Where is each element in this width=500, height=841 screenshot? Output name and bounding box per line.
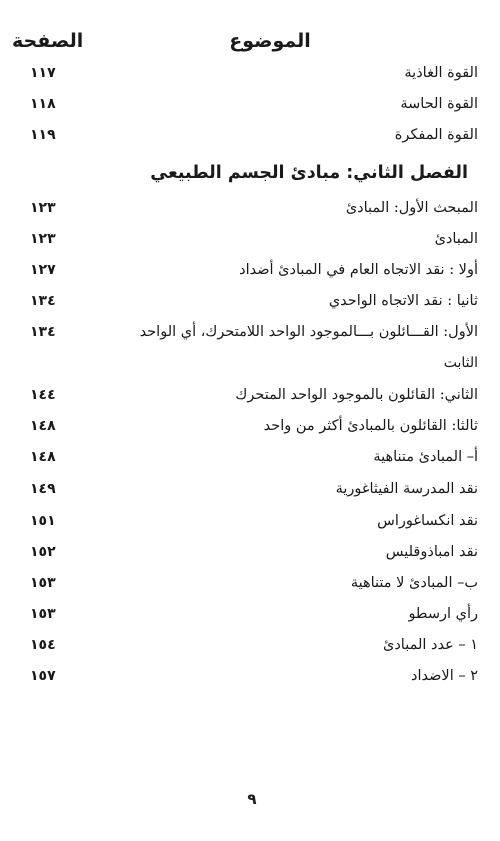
- toc-entry-page: ١٢٣: [30, 200, 56, 216]
- toc-entry: [30, 414, 478, 438]
- toc-entry-title: نقد المدرسة الفيثاغورية: [335, 481, 478, 497]
- toc-entry: [30, 61, 478, 85]
- toc-entry-page: ١٤٨: [30, 418, 56, 434]
- toc-entry-title: نقد امباذوقليس: [385, 544, 478, 560]
- toc-entry-title: ثانيا : نقد الاتجاه الواحدي: [328, 293, 478, 309]
- toc-entry: [30, 383, 478, 407]
- toc-entry-page: ١٤٩: [30, 481, 56, 497]
- toc-entry-page: ١٢٣: [30, 231, 56, 247]
- toc-entry-title: القوة الغاذية: [404, 65, 478, 81]
- page-column-header: الصفحة: [12, 30, 84, 52]
- toc-entry-page: ١٥٣: [30, 575, 56, 591]
- toc-entry-page: ١٥٤: [30, 637, 56, 653]
- toc-entry-title: المبادئ: [434, 231, 478, 247]
- toc-entry: [30, 571, 478, 595]
- toc-entry-title: الأول: القـــائلون بـــالموجود الواحد اللامتحرك، أي الواحد: [139, 324, 478, 340]
- toc-entry-title: ٢ – الاضداد: [411, 668, 478, 684]
- topic-column-header: الموضوع: [229, 30, 311, 52]
- toc-entry-title: نقد انكساغوراس: [377, 513, 478, 529]
- toc-entry-page: ١٢٧: [30, 262, 56, 278]
- toc-entry: [30, 602, 478, 626]
- toc-entry-page: ١٤٤: [30, 387, 56, 403]
- toc-entry-page: ١٥٣: [30, 606, 56, 622]
- toc-entry: [30, 540, 478, 564]
- toc-entry: [30, 227, 478, 251]
- toc-entry: [30, 320, 478, 344]
- toc-entry-page: ١٥١: [30, 513, 56, 529]
- toc-entry: [30, 509, 478, 533]
- toc-entry-continuation: [30, 351, 478, 375]
- toc-entry: [30, 258, 478, 282]
- page-number: ٩: [247, 790, 257, 808]
- toc-entry: [30, 123, 478, 147]
- toc-entry-title: المبحث الأول: المبادئ: [345, 200, 478, 216]
- toc-entry-page: ١٣٤: [30, 293, 56, 309]
- toc-entry: [30, 477, 478, 501]
- toc-entry: [30, 633, 478, 657]
- toc-entry-page: ١١٨: [30, 96, 56, 112]
- toc-entry-title: القوة الحاسة: [400, 96, 478, 112]
- toc-entry-title: أ– المبادئ متناهية: [373, 449, 478, 465]
- toc-entry: [30, 289, 478, 313]
- toc-entry: [30, 664, 478, 688]
- toc-entry-title: القوة المفكرة: [394, 127, 478, 143]
- toc-entry-page: ١١٧: [30, 65, 56, 81]
- toc-entry-title: الثاني: القائلون بالموجود الواحد المتحرك: [235, 387, 478, 403]
- toc-entry-title: أولا : نقد الاتجاه العام في المبادئ أضداد: [239, 262, 478, 278]
- toc-entry-page: ١٣٤: [30, 324, 56, 340]
- toc-entry-title: ثالثا: القائلون بالمبادئ أكثر من واحد: [263, 418, 478, 434]
- toc-entry: [30, 445, 478, 469]
- toc-entry-title: ب– المبادئ لا متناهية: [350, 575, 478, 591]
- toc-entry: [30, 196, 478, 220]
- toc-entry-page: ١٤٨: [30, 449, 56, 465]
- toc-entry: [30, 92, 478, 116]
- chapter-heading: الفصل الثاني: مبادئ الجسم الطبيعي: [150, 163, 468, 183]
- toc-entry-title: الثابت: [443, 355, 478, 371]
- toc-entry-page: ١٥٢: [30, 544, 56, 560]
- toc-entry-title: رأي ارسطو: [408, 606, 478, 622]
- toc-entry-page: ١١٩: [30, 127, 56, 143]
- toc-entry-title: ١ – عدد المبادئ: [382, 637, 478, 653]
- toc-entry-page: ١٥٧: [30, 668, 56, 684]
